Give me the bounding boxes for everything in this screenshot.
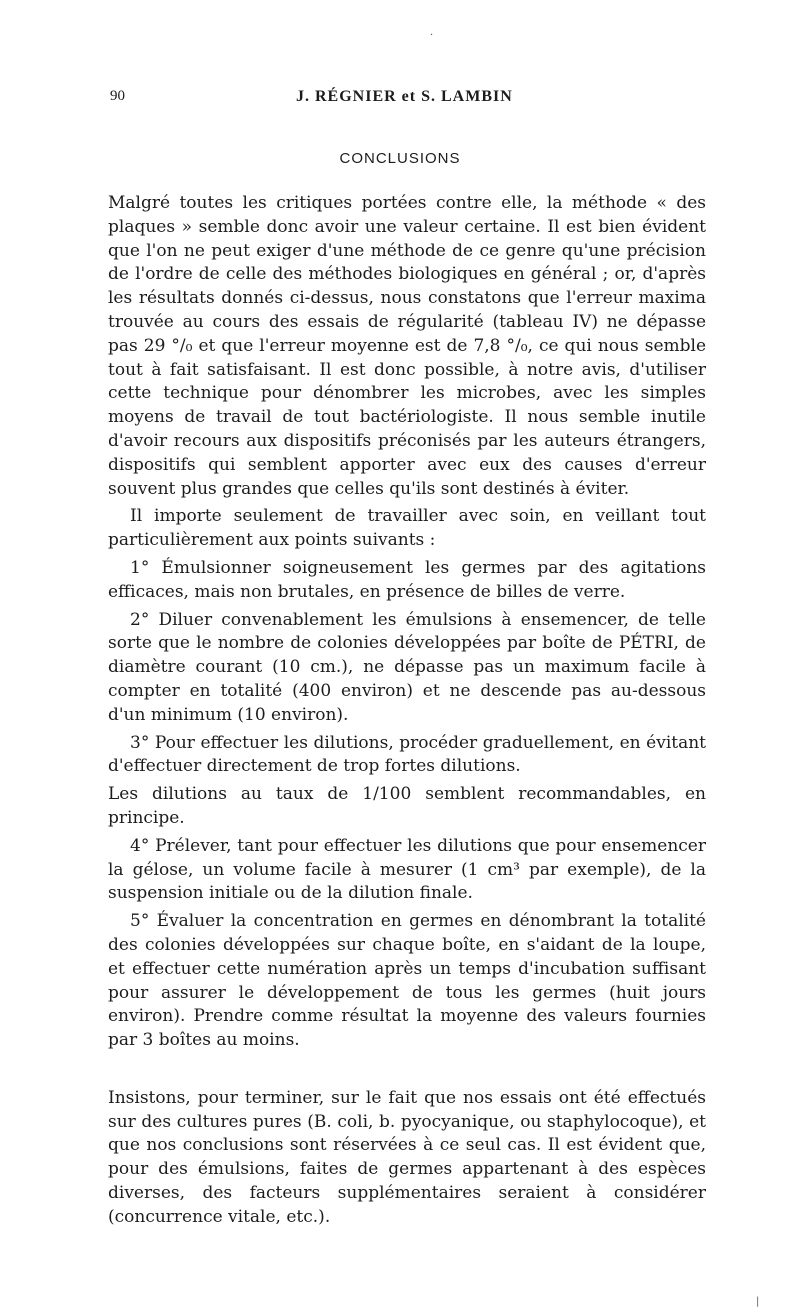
paragraph-closing: Insistons, pour terminer, sur le fait que nos essais ont été effectués sur des cultures pures (B. coli, b. pyocyanique, ou staphylocoque), et que nos conclusions sont réservées à ce seul cas. Il est évident que, pour des émulsions, faites de germes appartenant à des espèces diverses, des facteurs supplémentaires seraient à considérer (concurrence vitale, etc.). bbox=[108, 1087, 706, 1227]
paragraph-intro: Malgré toutes les critiques portées contre elle, la méthode « des plaques » semble donc avoir une valeur certaine. Il est bien évident que l'on ne peut exiger d'une méthode de ce genre qu'une précision de l'ordre de celle des méthodes biologiques en général ; or, d'après les résultats donnés ci-dessus, nous constatons que l'erreur maxima trouvée au cours des essais de régularité (tableau IV) ne dépasse pas 29 °/₀ et que l'erreur moyenne est de 7,8 °/₀, ce qui nous semble tout à fait satisfaisant. Il est donc possible, à notre avis, d'utiliser cette technique pour dénombrer les microbes, avec les simples moyens de travail de tout bactériologiste. Il nous semble inutile d'avoir recours aux dispositifs préconisés par les auteurs étrangers, dispositifs qui semblent apporter avec eux des causes d'erreur souvent plus grandes que celles qu'ils sont destinés à éviter. bbox=[108, 193, 706, 499]
point-3: 3° Pour effectuer les dilutions, procéder graduellement, en évitant d'effectuer directement de trop fortes dilutions. bbox=[108, 732, 706, 777]
point-2: 2° Diluer convenablement les émulsions à ensemencer, de telle sorte que le nombre de colonies développées par boîte de PÉTRI, de diamètre courant (10 cm.), ne dépasse pas un maximum facile à compter en totalité (400 environ) et ne descende pas au-dessous d'un minimum (10 environ). bbox=[108, 609, 706, 725]
dilution-note: Les dilutions au taux de 1/100 semblent recommandables, en principe. bbox=[108, 784, 706, 828]
page-number: 90 bbox=[110, 88, 125, 104]
point-4: 4° Prélever, tant pour effectuer les dilutions que pour ensemencer la gélose, un volume facile à mesurer (1 cm³ par exemple), de la suspension initiale ou de la dilution finale. bbox=[108, 835, 706, 904]
page-header bbox=[110, 88, 710, 116]
point-5: 5° Évaluer la concentration en germes en dénombrant la totalité des colonies développées sur chaque boîte, en s'aidant de la loupe, et effectuer cette numération après un temps d'incubation suffisant pour assurer le développement de tous les germes (huit jours environ). Prendre comme résultat la moyenne des valeurs fournies par 3 boîtes au moins. bbox=[108, 911, 706, 1051]
section-title: CONCLUSIONS bbox=[339, 150, 461, 167]
scan-speck: · bbox=[430, 30, 434, 41]
running-title: J. RÉGNIER et S. LAMBIN bbox=[296, 88, 513, 105]
paragraph-points-intro: Il importe seulement de travailler avec soin, en veillant tout particulièrement aux points suivants : bbox=[108, 506, 706, 551]
point-1: 1° Émulsionner soigneusement les germes par des agitations efficaces, mais non brutales, en présence de billes de verre. bbox=[108, 557, 706, 602]
body-text bbox=[108, 192, 706, 1234]
scan-speck: | bbox=[756, 1296, 760, 1307]
